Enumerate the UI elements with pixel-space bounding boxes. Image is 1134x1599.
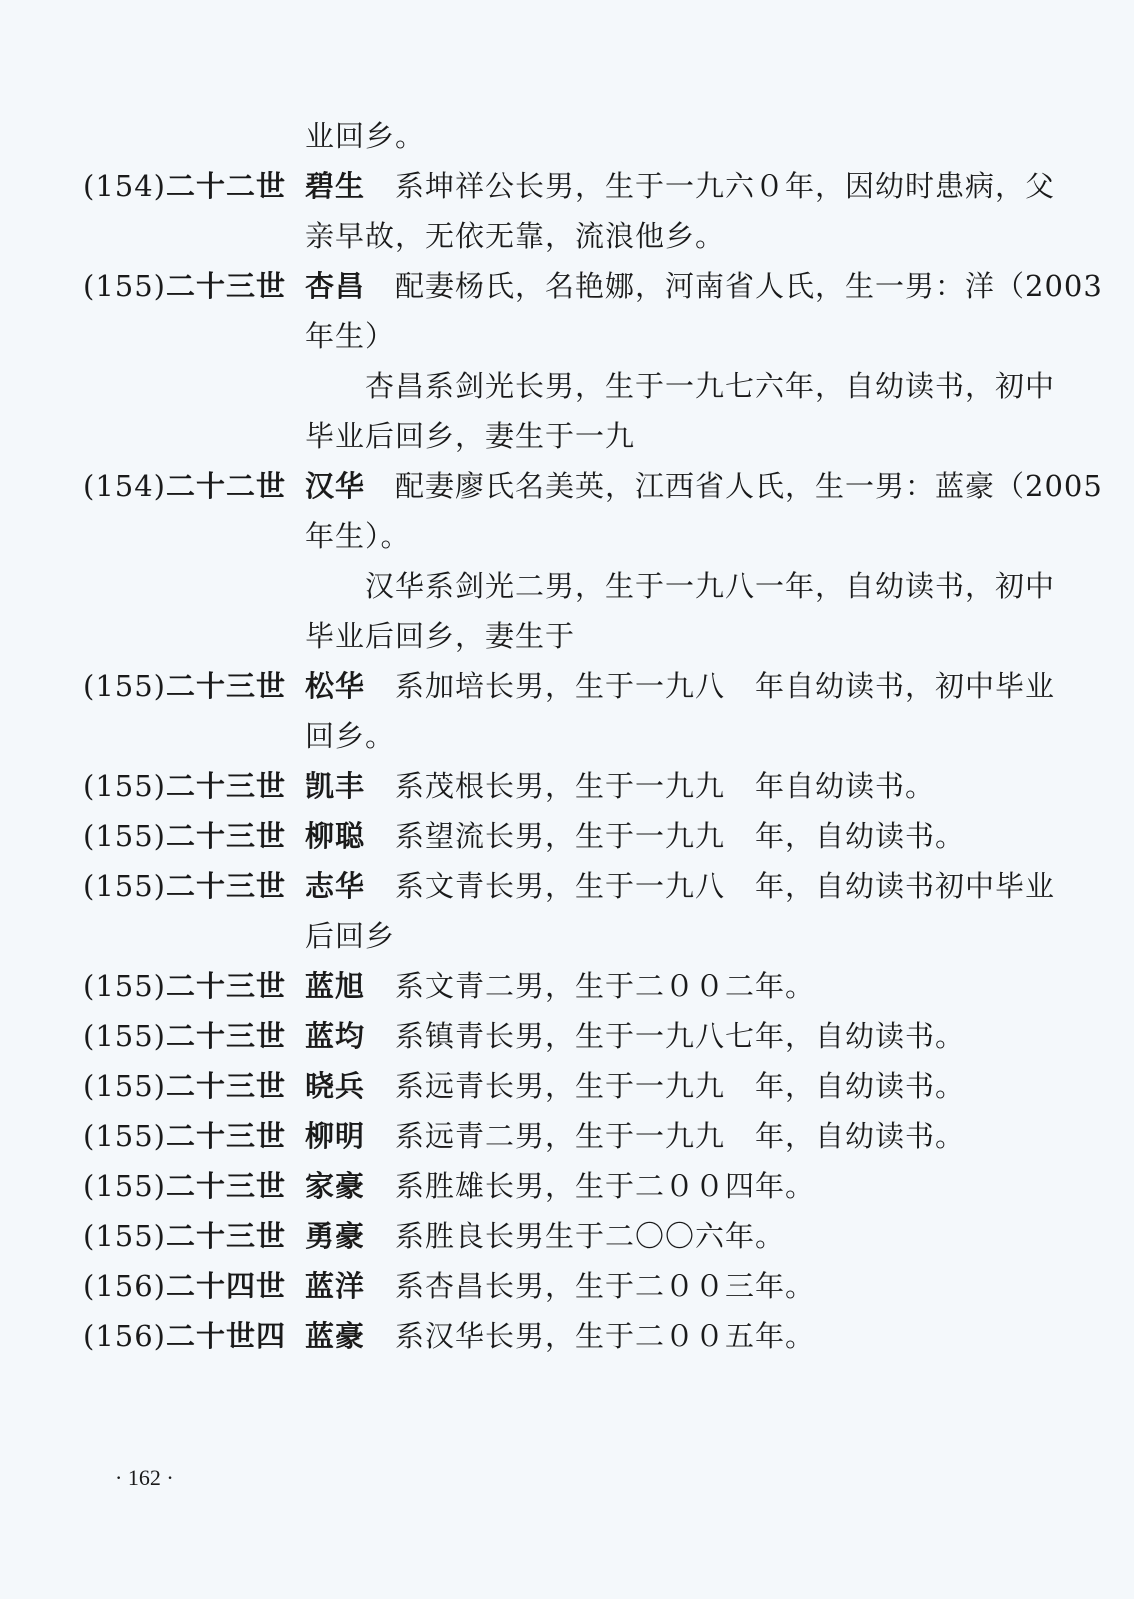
generation: 二十三世: [165, 669, 286, 703]
continuation-line: 毕业后回乡，妻生于: [305, 619, 576, 653]
generation: 二十三世: [165, 1119, 286, 1153]
entry-number: (155): [83, 1069, 166, 1103]
entry-description: 系远青二男，生于一九九 年，自幼读书。: [395, 1119, 966, 1153]
person-name: 家豪: [305, 1169, 366, 1203]
generation-label: [83, 1311, 286, 1361]
entry-description: 系镇青长男，生于一九八七年，自幼读书。: [395, 1019, 966, 1053]
generation: 二十三世: [165, 969, 286, 1003]
person-name: 晓兵: [305, 1069, 366, 1103]
person-name: 凯丰: [305, 769, 366, 803]
generation-label: [83, 1111, 286, 1161]
generation: 二十二世: [165, 169, 286, 203]
generation-label: [83, 161, 286, 211]
entry-number: (156): [83, 1269, 166, 1303]
person-name: 蓝均: [305, 1019, 366, 1053]
entry-number: (154): [83, 169, 166, 203]
continuation-line: 后回乡: [305, 919, 396, 953]
entry-description: 系文青长男，生于一九八 年，自幼读书初中毕业: [395, 869, 1056, 903]
paragraph-line: 汉华系剑光二男，生于一九八一年，自幼读书，初中: [365, 569, 1056, 603]
entry-description: 系文青二男，生于二００二年。: [395, 969, 816, 1003]
entry-number: (155): [83, 669, 166, 703]
generation-label: [83, 861, 286, 911]
continuation-line: 毕业后回乡，妻生于一九: [305, 419, 636, 453]
generation-label: [83, 461, 286, 511]
entry-description: 系坤祥公长男，生于一九六０年，因幼时患病，父: [395, 169, 1056, 203]
continuation-line: 年生）: [305, 319, 396, 353]
generation-label: [83, 1161, 286, 1211]
paragraph-line: 杏昌系剑光长男，生于一九七六年，自幼读书，初中: [365, 369, 1056, 403]
entry-description: 系望流长男，生于一九九 年，自幼读书。: [395, 819, 966, 853]
entry-number: (155): [83, 1219, 166, 1253]
person-name: 松华: [305, 669, 366, 703]
entry-number: (155): [83, 819, 166, 853]
entry-description: 配妻廖氏名美英，江西省人氏，生一男：蓝豪（2005: [395, 469, 1103, 503]
person-name: 柳明: [305, 1119, 366, 1153]
generation-label: [83, 1211, 286, 1261]
entry-description: 系胜良长男生于二〇〇六年。: [395, 1219, 786, 1253]
entry-number: (155): [83, 869, 166, 903]
generation: 二十三世: [165, 1219, 286, 1253]
generation: 二十三世: [165, 869, 286, 903]
person-name: 柳聪: [305, 819, 366, 853]
person-name: 勇豪: [305, 1219, 366, 1253]
generation: 二十三世: [165, 769, 286, 803]
generation-label: [83, 1061, 286, 1111]
generation-label: [83, 1011, 286, 1061]
generation-label: [83, 1261, 286, 1311]
continuation-line: 亲早故，无依无靠，流浪他乡。: [305, 219, 726, 253]
person-name: 蓝洋: [305, 1269, 366, 1303]
entry-number: (155): [83, 1019, 166, 1053]
generation: 二十三世: [165, 1069, 286, 1103]
page-number: · 162 ·: [115, 1465, 174, 1490]
generation: 二十三世: [165, 1019, 286, 1053]
entry-number: (156): [83, 1319, 166, 1353]
entry-number: (155): [83, 1169, 166, 1203]
generation: 二十三世: [165, 1169, 286, 1203]
generation-label: [83, 761, 286, 811]
continuation-line: 回乡。: [305, 719, 396, 753]
entry-description: 系杏昌长男，生于二００三年。: [395, 1269, 816, 1303]
generation: 二十三世: [165, 269, 286, 303]
entry-description: 系胜雄长男，生于二００四年。: [395, 1169, 816, 1203]
generation-label: [83, 661, 286, 711]
entry-description: 系茂根长男，生于一九九 年自幼读书。: [395, 769, 936, 803]
generation: 二十世四: [165, 1319, 286, 1353]
entry-number: (155): [83, 1119, 166, 1153]
entry-number: (155): [83, 969, 166, 1003]
entry-description: 配妻杨氏，名艳娜，河南省人氏，生一男：洋（2003: [395, 269, 1103, 303]
person-name: 蓝旭: [305, 969, 366, 1003]
person-name: 碧生: [305, 169, 366, 203]
generation-label: [83, 261, 286, 311]
person-name: 志华: [305, 869, 366, 903]
entry-description: 系汉华长男，生于二００五年。: [395, 1319, 816, 1353]
person-name: 汉华: [305, 469, 366, 503]
entry-number: (155): [83, 769, 166, 803]
entry-number: (154): [83, 469, 166, 503]
generation: 二十二世: [165, 469, 286, 503]
generation: 二十四世: [165, 1269, 286, 1303]
entry-description: 系远青长男，生于一九九 年，自幼读书。: [395, 1069, 966, 1103]
generation-label: [83, 811, 286, 861]
person-name: 杏昌: [305, 269, 366, 303]
continuation-line: 年生）。: [305, 519, 411, 553]
entry-number: (155): [83, 269, 166, 303]
generation-label: [83, 961, 286, 1011]
person-name: 蓝豪: [305, 1319, 366, 1353]
continuation-line: 业回乡。: [305, 119, 426, 153]
generation: 二十三世: [165, 819, 286, 853]
entry-description: 系加培长男，生于一九八 年自幼读书，初中毕业: [395, 669, 1056, 703]
